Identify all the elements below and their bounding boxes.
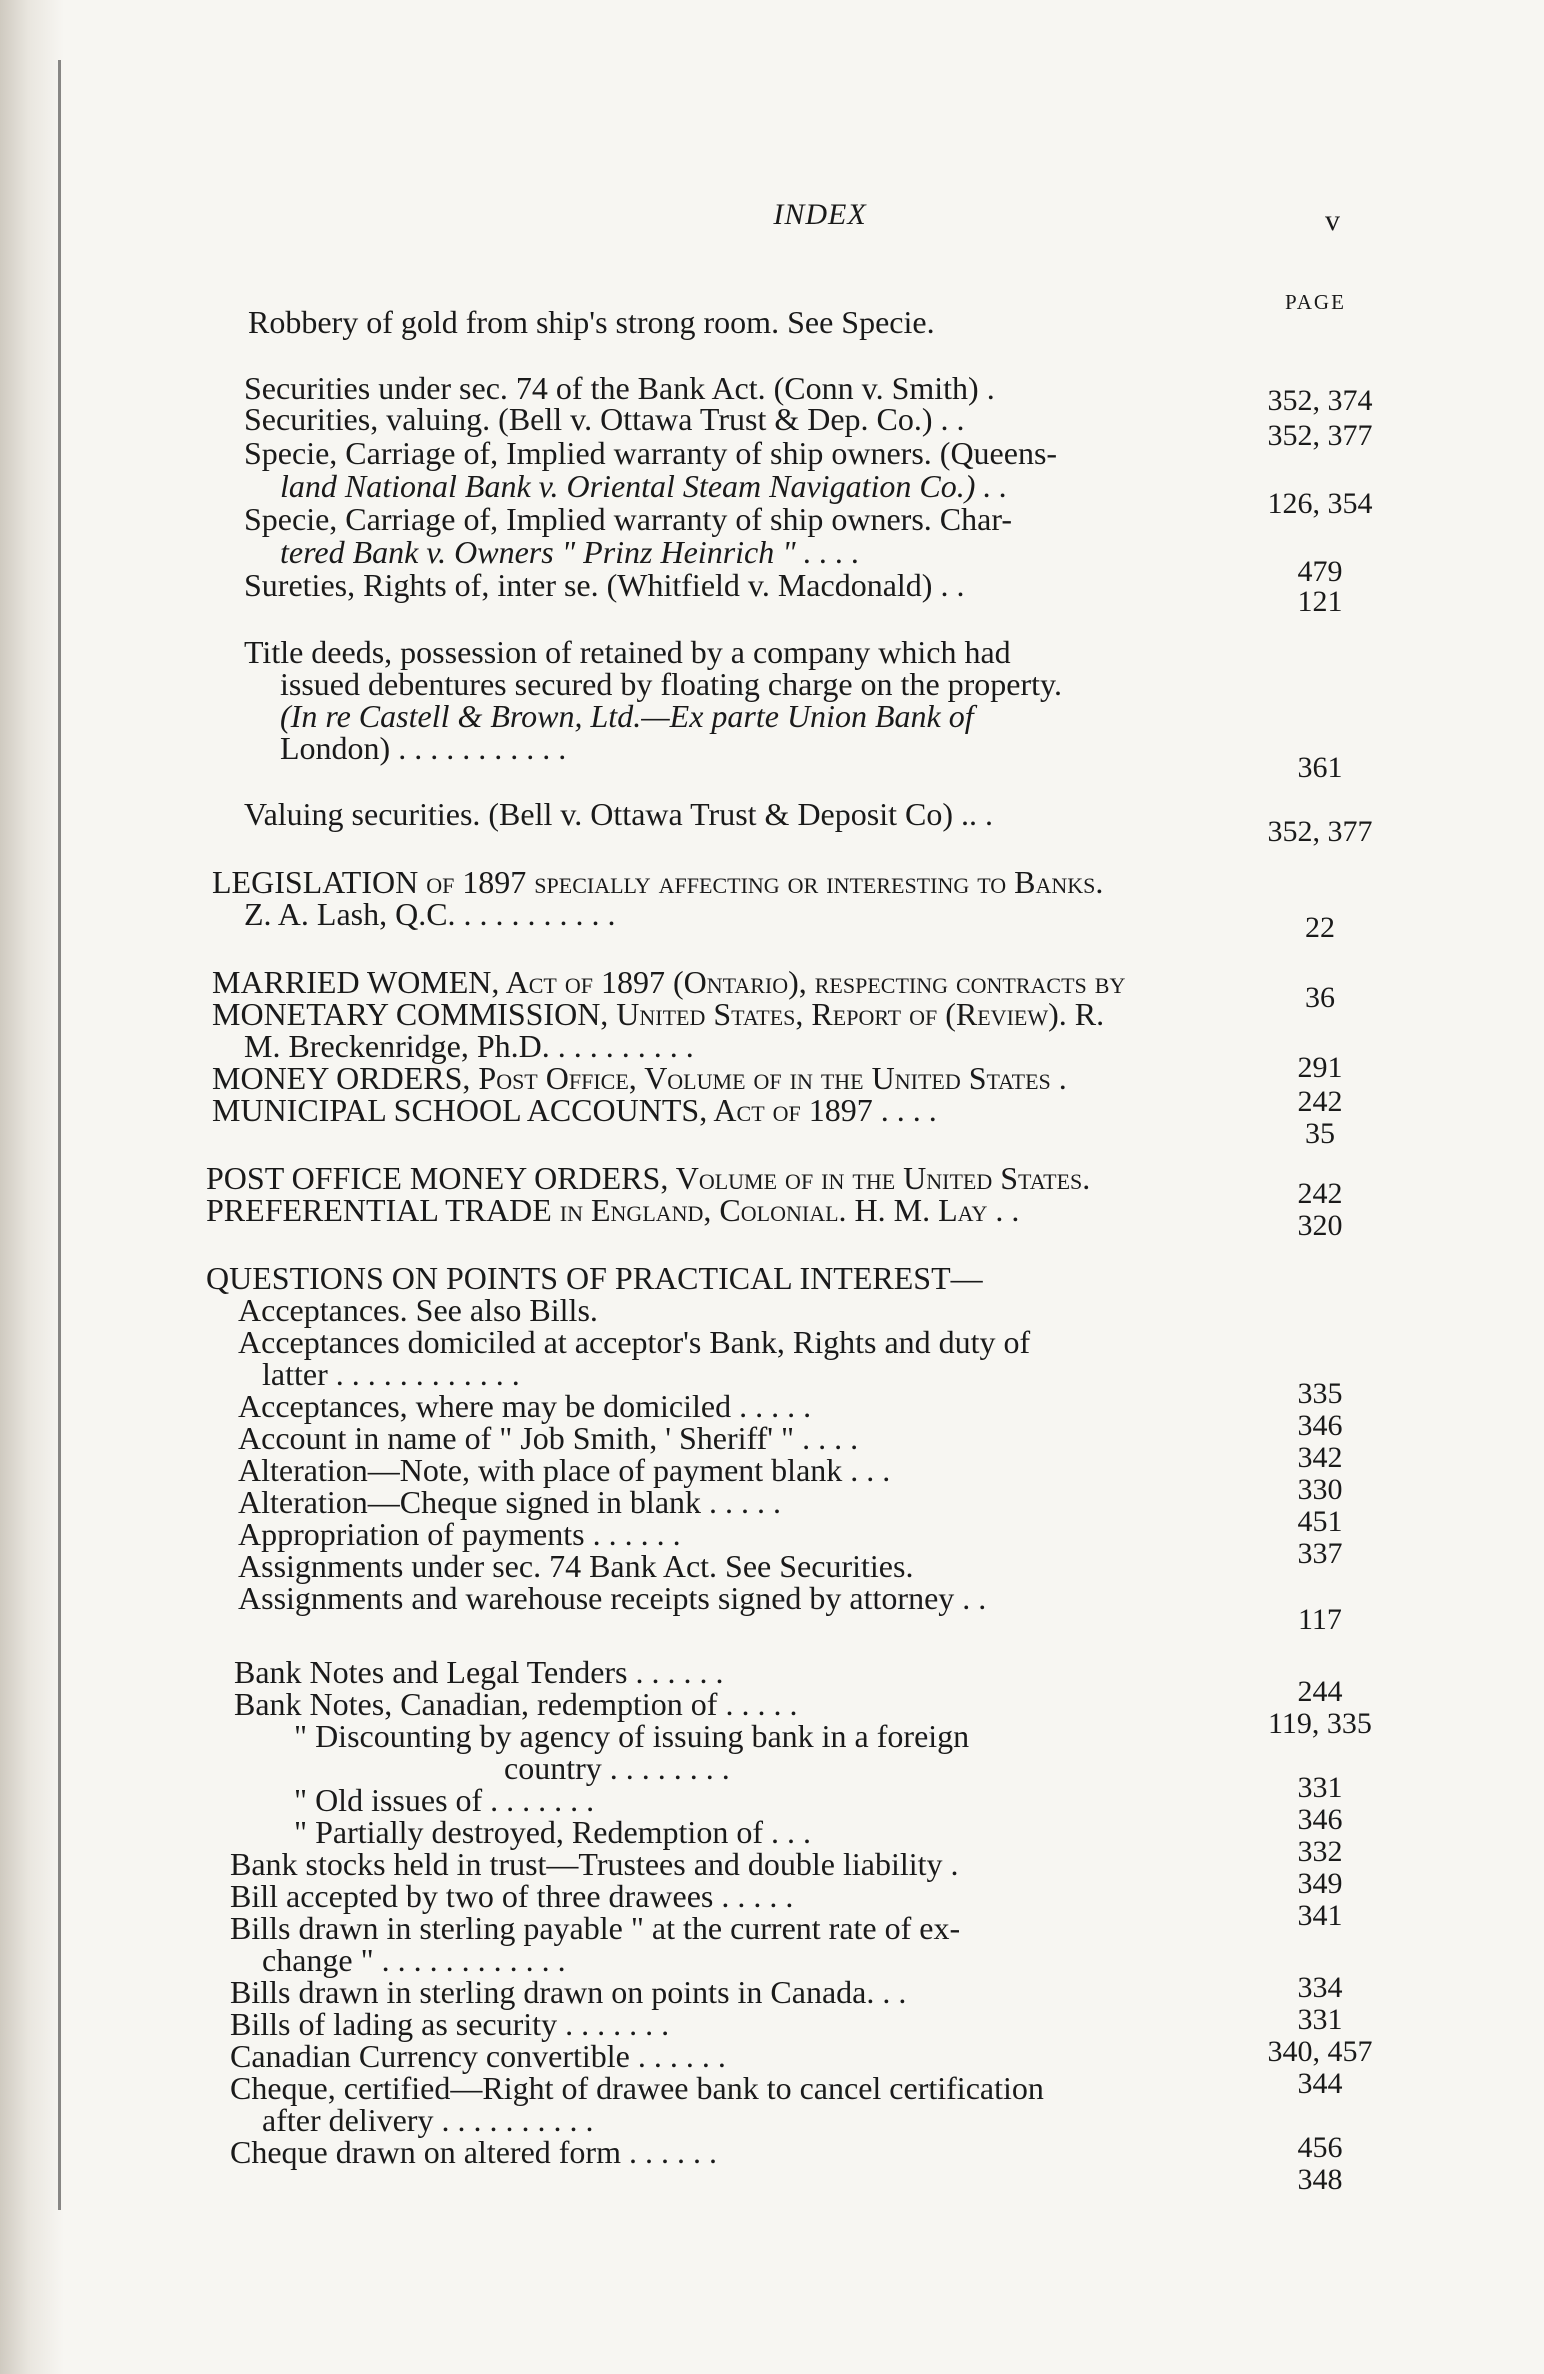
page-ref: 451 bbox=[1297, 1505, 1343, 1538]
page-ref: 330 bbox=[1297, 1473, 1343, 1506]
page-ref: 242 bbox=[1297, 1085, 1343, 1118]
index-entry: Alteration—Note, with place of payment blank . . . bbox=[238, 1452, 891, 1488]
page-ref: 342 bbox=[1297, 1441, 1343, 1474]
index-entry: Acceptances. See also Bills. bbox=[238, 1292, 598, 1328]
index-entry: latter . . . . . . . . . . . . bbox=[262, 1356, 520, 1392]
index-entry: QUESTIONS ON POINTS OF PRACTICAL INTEREST— bbox=[206, 1260, 983, 1296]
index-entry: MONETARY COMMISSION, United States, Report of (Review). R. bbox=[212, 996, 1105, 1032]
index-entry: Cheque drawn on altered form . . . . . . bbox=[230, 2134, 717, 2170]
index-entry: tered Bank v. Owners " Prinz Heinrich " . . . . bbox=[280, 534, 860, 570]
page-ref: 126, 354 bbox=[1267, 487, 1373, 520]
page-ref: 22 bbox=[1305, 911, 1335, 944]
index-entry: Acceptances domiciled at acceptor's Bank, Rights and duty of bbox=[238, 1324, 1031, 1360]
index-entry: M. Breckenridge, Ph.D. . . . . . . . . . bbox=[244, 1028, 694, 1064]
index-entry: Specie, Carriage of, Implied warranty of ship owners. Char- bbox=[244, 501, 1012, 537]
page-folio: v bbox=[1325, 204, 1340, 237]
index-entry: Canadian Currency convertible . . . . . . bbox=[230, 2038, 726, 2074]
binding-edge-line bbox=[58, 60, 61, 2210]
index-entry: change " . . . . . . . . . . . . bbox=[262, 1942, 566, 1978]
page-ref: 341 bbox=[1297, 1899, 1343, 1932]
index-entry: Securities under sec. 74 of the Bank Act. (Conn v. Smith) . bbox=[244, 370, 995, 406]
index-entry: Specie, Carriage of, Implied warranty of ship owners. (Queens- bbox=[244, 435, 1058, 471]
page-ref: 479 bbox=[1297, 555, 1343, 588]
index-entry: (In re Castell & Brown, Ltd.—Ex parte Union Bank of bbox=[280, 698, 974, 734]
page-ref: 348 bbox=[1297, 2163, 1343, 2196]
index-entry: country . . . . . . . . bbox=[504, 1750, 730, 1786]
page-ref: 346 bbox=[1297, 1803, 1343, 1836]
page-ref: 331 bbox=[1297, 1771, 1343, 1804]
page-spine-shadow bbox=[0, 0, 64, 2374]
index-entry: Assignments and warehouse receipts signed by attorney . . bbox=[238, 1580, 987, 1616]
index-entry: Appropriation of payments . . . . . . bbox=[238, 1516, 681, 1552]
index-entry: Bills drawn in sterling drawn on points in Canada. . . bbox=[230, 1974, 907, 2010]
index-entry: Alteration—Cheque signed in blank . . . . . bbox=[238, 1484, 782, 1520]
index-entry: " Discounting by agency of issuing bank in a foreign bbox=[294, 1718, 970, 1754]
page-ref: 456 bbox=[1297, 2131, 1343, 2164]
page-ref: 334 bbox=[1297, 1971, 1343, 2004]
page-ref: 352, 374 bbox=[1267, 384, 1373, 417]
index-entry: Securities, valuing. (Bell v. Ottawa Trust & Dep. Co.) . . bbox=[244, 401, 965, 437]
page-ref: 242 bbox=[1297, 1177, 1343, 1210]
page-ref: 291 bbox=[1297, 1051, 1343, 1084]
index-entry: Bank Notes, Canadian, redemption of . . . . . bbox=[234, 1686, 798, 1722]
page-ref: 320 bbox=[1297, 1209, 1343, 1242]
page-ref: 117 bbox=[1298, 1603, 1342, 1636]
page-ref: 36 bbox=[1305, 981, 1335, 1014]
index-entry: issued debentures secured by floating charge on the property. bbox=[280, 666, 1062, 702]
page-ref: 352, 377 bbox=[1267, 419, 1373, 452]
index-entry: Bill accepted by two of three drawees . . . . . bbox=[230, 1878, 794, 1914]
index-entry: PREFERENTIAL TRADE in England, Colonial. H. M. Lay . . bbox=[206, 1192, 1020, 1228]
index-entry: POST OFFICE MONEY ORDERS, Volume of in the United States. bbox=[206, 1160, 1091, 1196]
index-entry: Cheque, certified—Right of drawee bank to cancel certification bbox=[230, 2070, 1044, 2106]
index-entry: MARRIED WOMEN, Act of 1897 (Ontario), respecting contracts by bbox=[212, 964, 1126, 1000]
page-ref: 337 bbox=[1297, 1537, 1343, 1570]
page-ref: 361 bbox=[1297, 751, 1343, 784]
index-entry: Title deeds, possession of retained by a company which had bbox=[244, 634, 1011, 670]
index-entry: Account in name of " Job Smith, ' Sheriff' " . . . . bbox=[238, 1420, 859, 1456]
page-ref: 352, 377 bbox=[1267, 815, 1373, 848]
page-ref: 331 bbox=[1297, 2003, 1343, 2036]
index-entry: " Partially destroyed, Redemption of . . . bbox=[294, 1814, 811, 1850]
page-ref: 340, 457 bbox=[1267, 2035, 1373, 2068]
page-ref: 335 bbox=[1297, 1377, 1343, 1410]
index-entry: LEGISLATION of 1897 specially affecting or interesting to Banks. bbox=[212, 864, 1104, 900]
index-entry: Bills of lading as security . . . . . . . bbox=[230, 2006, 670, 2042]
index-entry: Z. A. Lash, Q.C. . . . . . . . . . . bbox=[244, 896, 616, 932]
index-entry: " Old issues of . . . . . . . bbox=[294, 1782, 595, 1818]
index-entry: London) . . . . . . . . . . . bbox=[280, 730, 567, 766]
page-ref: 35 bbox=[1305, 1117, 1335, 1150]
index-entry: Bank stocks held in trust—Trustees and double liability . bbox=[230, 1846, 959, 1882]
index-entry: Acceptances, where may be domiciled . . . . . bbox=[238, 1388, 812, 1424]
index-entry: Bills drawn in sterling payable " at the current rate of ex- bbox=[230, 1910, 961, 1946]
index-entry: Assignments under sec. 74 Bank Act. See Securities. bbox=[238, 1548, 914, 1584]
index-entry: Robbery of gold from ship's strong room. See Specie. bbox=[248, 304, 935, 340]
index-entry: Sureties, Rights of, inter se. (Whitfield v. Macdonald) . . bbox=[244, 567, 965, 603]
page-ref: 119, 335 bbox=[1268, 1707, 1372, 1740]
running-title: INDEX bbox=[773, 198, 867, 231]
index-entry: MONEY ORDERS, Post Office, Volume of in the United States . bbox=[212, 1060, 1067, 1096]
index-entry: land National Bank v. Oriental Steam Navigation Co.) . . bbox=[280, 468, 1008, 504]
page-ref: 349 bbox=[1297, 1867, 1343, 1900]
index-entry: after delivery . . . . . . . . . . bbox=[262, 2102, 594, 2138]
index-entry: Bank Notes and Legal Tenders . . . . . . bbox=[234, 1654, 724, 1690]
page-column-label: PAGE bbox=[1285, 290, 1346, 314]
page-ref: 346 bbox=[1297, 1409, 1343, 1442]
page-ref: 244 bbox=[1297, 1675, 1343, 1708]
page-ref: 344 bbox=[1297, 2067, 1343, 2100]
index-entry: Valuing securities. (Bell v. Ottawa Trust & Deposit Co) .. . bbox=[244, 796, 993, 832]
index-entry: MUNICIPAL SCHOOL ACCOUNTS, Act of 1897 . . . . bbox=[212, 1092, 937, 1128]
page-ref: 121 bbox=[1297, 585, 1343, 618]
page-ref: 332 bbox=[1297, 1835, 1343, 1868]
